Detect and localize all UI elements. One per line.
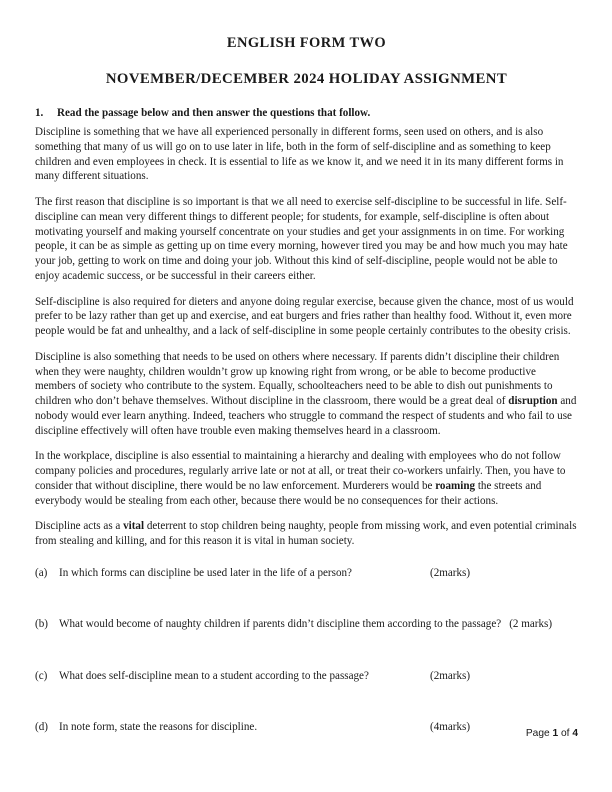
- emphasis-vital: vital: [123, 520, 145, 533]
- question-c-label: (c): [35, 669, 48, 682]
- question-c-text: What does self-discipline mean to a student according to the passage?: [59, 669, 369, 682]
- passage-paragraph-4-text-a: Discipline is also something that needs to be used on others where necessary. If parents didn’t discipline their children when they were naughty, children wouldn’t grow up knowing right from wrong, or be able to become productive members of society who contribute to the system. Equally, schoolteachers need to be able to dish out punishments to children who don’t behave themselves. Without discipline in the classroom, there would be a great deal of: [35, 350, 560, 408]
- footer-current-page: 1: [552, 728, 559, 739]
- passage-paragraph-6: [35, 519, 578, 549]
- footer-prefix: Page: [525, 728, 553, 739]
- document-header: [35, 36, 578, 87]
- page-footer: [35, 728, 578, 739]
- page-subtitle: NOVEMBER/DECEMBER 2024 HOLIDAY ASSIGNMENT: [105, 70, 508, 87]
- passage-paragraph-1: Discipline is something that we have all experienced personally in different forms, seen used on others, and is also something that many of us will go on to use later in life, both in the form of self-discipline and as something to keep children and even employees in check. It is essential to life as we know it, and we need it in its many different forms in many different situations.: [35, 126, 564, 183]
- question-a: [35, 566, 578, 580]
- passage-paragraph-4: [35, 350, 578, 439]
- question-d-label: (d): [35, 721, 48, 734]
- emphasis-roaming: roaming: [435, 479, 476, 492]
- question-d-text: In note form, state the reasons for discipline.: [59, 721, 258, 734]
- question-b-marks: (2 marks): [509, 618, 553, 631]
- passage-body: [35, 125, 578, 549]
- question-a-text: In which forms can discipline be used later in the life of a person?: [59, 566, 352, 579]
- passage-paragraph-5-text-a: In the workplace, discipline is also essential to maintaining a hierarchy and dealing with employees who do not follow company policies and procedures, regularly arrive late or not at all, or treat their co-workers unfairly. Then, you have to consider that without discipline, there would be no law enforcement. Murderers would be: [35, 450, 566, 492]
- question-b-label: (b): [35, 618, 48, 631]
- passage-paragraph-4-text-b: and nobody would ever learn anything. Indeed, teachers who struggle to command the respect of students and who fail to use discipline effectively will often have trouble even making themselves heard in a classroom.: [35, 395, 577, 437]
- passage-paragraph-5-text-b: the streets and everybody would be stealing from each other, because there would be no consequences for their actions.: [35, 479, 542, 507]
- question-b-text: What would become of naughty children if parents didn’t discipline them according to the passage?: [59, 618, 502, 631]
- footer-middle: of: [558, 728, 573, 739]
- question-b: [35, 617, 578, 631]
- passage-paragraph-6-text-a: Discipline acts as a: [35, 520, 124, 533]
- passage-paragraph-2: The first reason that discipline is so important is that we all need to exercise self-discipline to be successful in life. Self-discipline can mean very different things to different people; for students, for example, self-discipline is often about motivating yourself and making yourself concentrate on your studies and get your assignments in on time. For working people, it can be as simple as getting up on time every morning, however tired you may be and how much you may hate your job, getting to work on time and doing your job. Without this kind of self-discipline, people would not be able to enjoy academic success, or be successful in their careers either.: [35, 196, 568, 282]
- passage-paragraph-6-text-b: deterrent to stop children being naughty, people from missing work, and even potential criminals from stealing and killing, and for this reason it is vital in human society.: [35, 520, 577, 548]
- passage-paragraph-3: Self-discipline is also required for dieters and anyone doing regular exercise, because given the chance, most of us would prefer to be lazy rather than get up and exercise, and eat burgers and fries rather than healthy food. Without it, even more people would be fat and unhealthy, and a lack of self-discipline in some people certainly contributes to the obesity crisis.: [35, 295, 574, 338]
- emphasis-disruption: disruption: [508, 395, 558, 408]
- question-c: [35, 669, 578, 683]
- question-a-marks: (2marks): [430, 566, 471, 579]
- instruction-number: 1.: [35, 107, 44, 120]
- question-c-marks: (2marks): [430, 669, 471, 682]
- question-a-label: (a): [35, 566, 48, 579]
- instruction-text: Read the passage below and then answer the questions that follow.: [57, 107, 371, 120]
- questions-list: [35, 566, 578, 735]
- page-title: ENGLISH FORM TWO: [226, 35, 387, 51]
- footer-total-pages: 4: [572, 728, 578, 739]
- instruction-line: [35, 107, 578, 121]
- question-d-marks: (4marks): [430, 721, 471, 734]
- passage-paragraph-5: [35, 449, 578, 508]
